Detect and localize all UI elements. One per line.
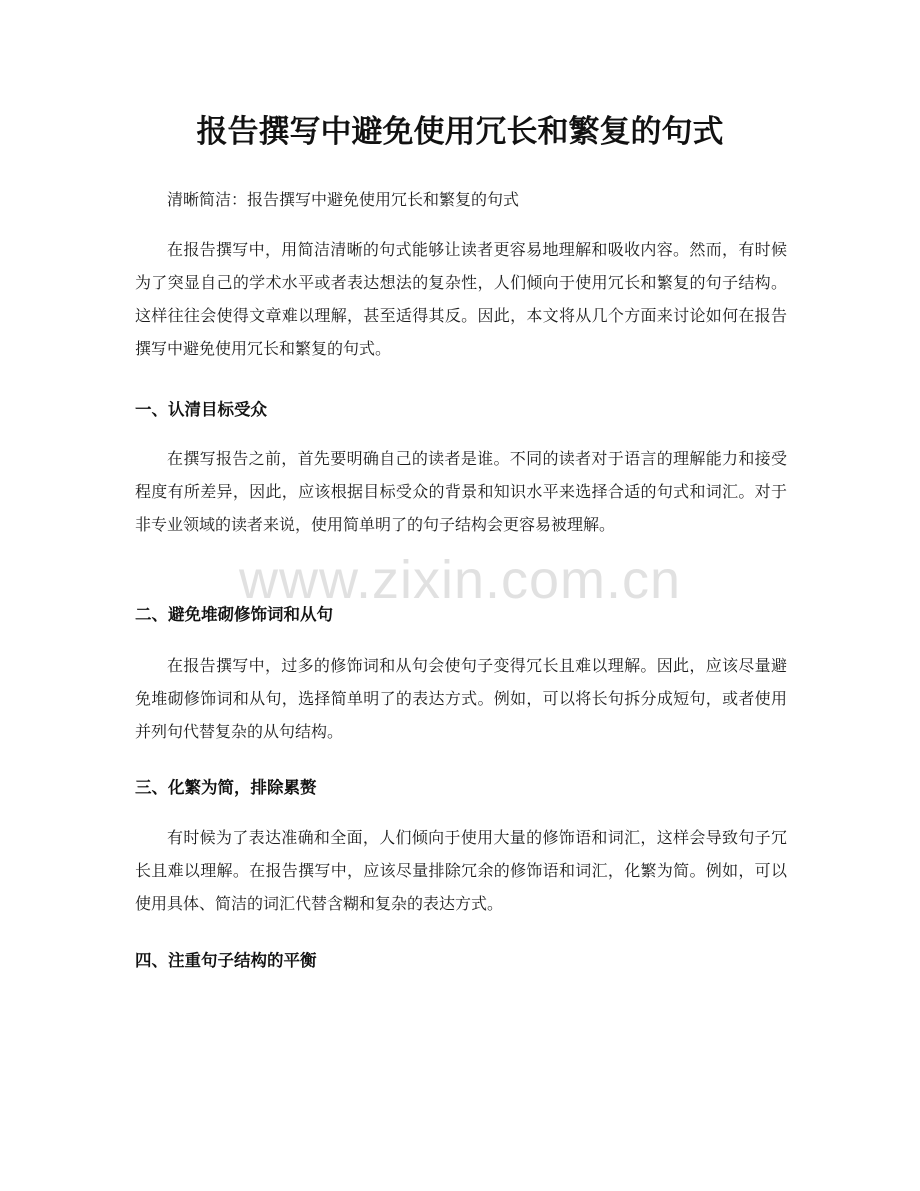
section-body-1: 在撰写报告之前，首先要明确自己的读者是谁。不同的读者对于语言的理解能力和接受程度有所差异，因此，应该根据目标受众的背景和知识水平来选择合适的句式和词汇。对于非专业领域的读者来说，使用简单明了的句子结构会更容易被理解。: [135, 449, 787, 534]
intro-paragraph: 在报告撰写中，用简洁清晰的句式能够让读者更容易地理解和吸收内容。然而，有时候为了突显自己的学术水平或者表达想法的复杂性，人们倾向于使用冗长和繁复的句子结构。这样往往会使得文章难以理解，甚至适得其反。因此，本文将从几个方面来讨论如何在报告撰写中避免使用冗长和繁复的句式。: [135, 240, 787, 358]
document-subtitle: 清晰简洁：报告撰写中避免使用冗长和繁复的句式: [167, 190, 520, 209]
watermark: www.zixin.com.cn: [238, 550, 682, 610]
section-body-3: 有时候为了表达准确和全面，人们倾向于使用大量的修饰语和词汇，这样会导致句子冗长且难以理解。在报告撰写中，应该尽量排除冗余的修饰语和词汇，化繁为简。例如，可以使用具体、简洁的词汇代替含糊和复杂的表达方式。: [135, 828, 787, 913]
section-body-2: 在报告撰写中，过多的修饰词和从句会使句子变得冗长且难以理解。因此，应该尽量避免堆砌修饰词和从句，选择简单明了的表达方式。例如，可以将长句拆分成短句，或者使用并列句代替复杂的从句结构。: [135, 656, 787, 741]
document-title: 报告撰写中避免使用冗长和繁复的句式: [196, 114, 724, 150]
section-heading-4: 四、注重句子结构的平衡: [135, 951, 317, 970]
section-heading-2: 二、避免堆砌修饰词和从句: [135, 605, 333, 624]
section-heading-1: 一、认清目标受众: [135, 400, 267, 419]
section-heading-3: 三、化繁为简，排除累赘: [135, 778, 317, 797]
